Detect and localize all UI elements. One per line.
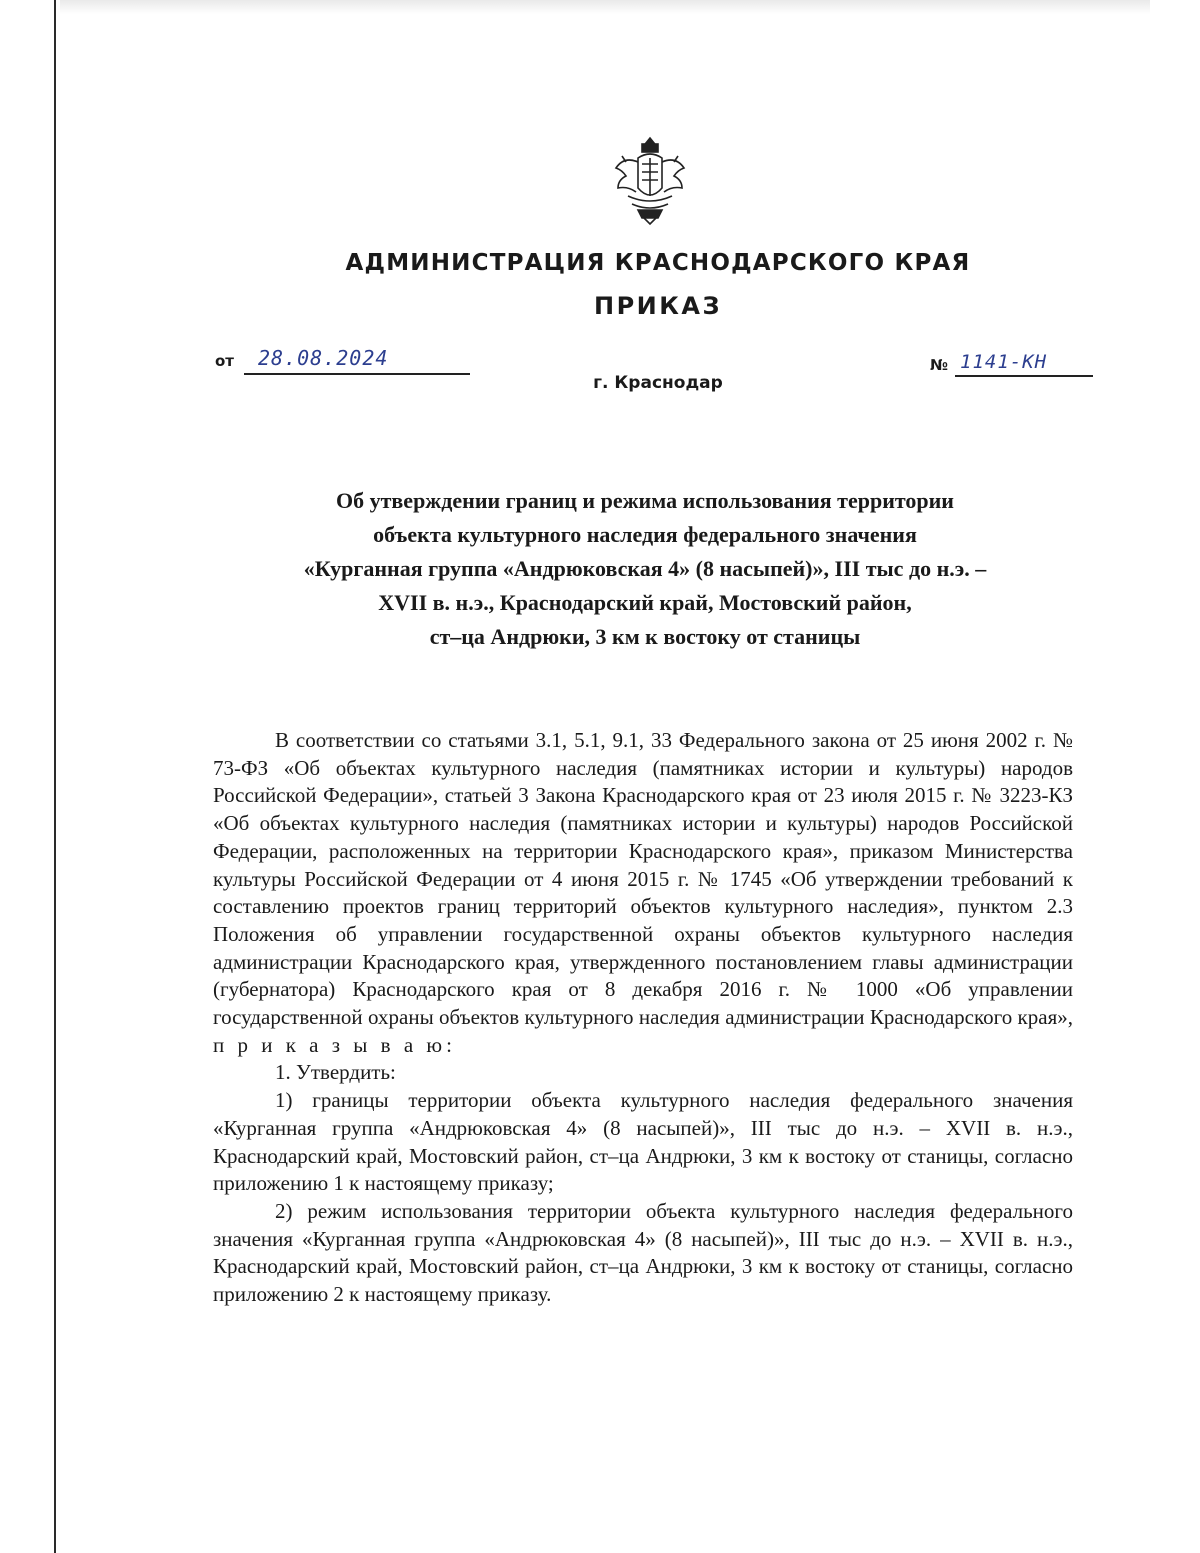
item-1: 1. Утвердить: [275,1060,396,1085]
preamble-paragraph [213,727,1073,1059]
subject-line: ст–ца Андрюки, 3 км к востоку от станицы [429,624,861,649]
date-prefix: от [215,352,234,370]
coat-of-arms-icon [608,134,692,226]
order-subject [200,484,1090,654]
order-word: п р и к а з ы в а ю: [213,1032,456,1057]
handwritten-number: 1141-КН [960,351,1048,373]
item-1-2: 2) режим использования территории объекта культурного наследия федерального значения «Курганная группа «Андрюковская 4» (8 насыпей)», III тыс до н.э. – XVII в. н.э., Краснодарский край, Мостовский район, ст–ца Андрюки, 3 км к востоку от станицы, согласно приложению 2 к настоящему приказу. [213,1198,1073,1307]
scan-edge-left [54,0,56,1553]
document-type: ПРИКАЗ [593,292,722,320]
scan-edge-top [60,0,1150,14]
subject-line: Об утверждении границ и режима использования территории [336,488,954,513]
handwritten-date: 28.08.2024 [258,346,389,370]
number-prefix: № [930,356,949,374]
subject-line: объекта культурного наследия федерального значения [373,522,917,547]
organization-title: АДМИНИСТРАЦИЯ КРАСНОДАРСКОГО КРАЯ [345,250,971,276]
subject-line: XVII в. н.э., Краснодарский край, Мостовский район, [378,590,912,615]
preamble-text: В соответствии со статьями 3.1, 5.1, 9.1, 33 Федерального закона от 25 июня 2002 г. № 73-ФЗ «Об объектах культурного наследия (памятниках истории и культуры) народов Российской Федерации», статьей 3 Закона Краснодарского края от 23 июля 2015 г. № 3223-КЗ «Об объектах культурного наследия (памятниках истории и культуры) народов Российской Федерации, расположенных на территории Краснодарского края», приказом Министерства культуры Российской Федерации от 4 июня 2015 г. № 1745 «Об утверждении требований к составлению проектов границ территорий объектов культурного наследия», пунктом 2.3 Положения об управлении государственной охраны объектов культурного наследия администрации Краснодарского края, утвержденного постановлением главы администрации (губернатора) Краснодарского края от 8 декабря 2016 г. № 1000 «Об управлении государственной охраны объектов культурного наследия администрации Краснодарского края», [213,728,1073,1030]
city: г. Краснодар [593,373,723,393]
subject-line: «Курганная группа «Андрюковская 4» (8 насыпей)», III тыс до н.э. – [303,556,987,581]
order-body [213,727,1073,1309]
item-1-1: 1) границы территории объекта культурного наследия федерального значения «Курганная группа «Андрюковская 4» (8 насыпей)», III тыс до н.э. – XVII в. н.э., Краснодарский край, Мостовский район, ст–ца Андрюки, 3 км к востоку от станицы, согласно приложению 1 к настоящему приказу; [213,1088,1073,1196]
